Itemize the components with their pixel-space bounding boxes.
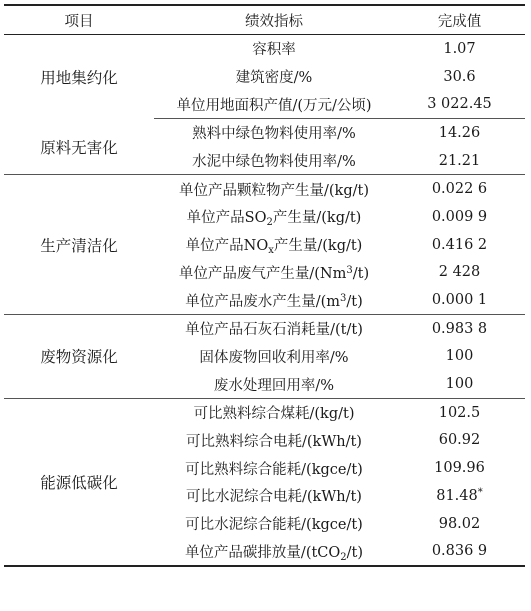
indicator-value: 30.6 (443, 68, 476, 85)
indicator-value: 102.5 (438, 404, 481, 421)
indicator-label: 可比熟料综合电耗/(kWh/t) (186, 433, 362, 450)
indicator-label: 可比水泥综合能耗/(kgce/t) (185, 517, 363, 534)
indicator-value: 0.009 9 (431, 208, 488, 225)
label-subscript: 2 (266, 217, 273, 229)
header-value: 完成值 (394, 5, 525, 35)
table-row (4, 35, 525, 63)
indicator-value: 0.000 1 (394, 286, 525, 314)
indicator-value: 2 428 (438, 264, 481, 281)
header-indicator: 绩效指标 (154, 5, 394, 35)
label-part: 单位产品NO (185, 238, 269, 255)
indicator-label (154, 203, 394, 231)
indicator-label (154, 286, 394, 314)
indicator-label: 单位产品石灰石消耗量/(t/t) (185, 322, 363, 339)
indicator-value: 0.983 8 (431, 320, 488, 337)
group-name: 用地集约化 (40, 68, 118, 87)
value-part: 81.48 (436, 487, 478, 504)
label-part: /t) (346, 544, 364, 561)
label-part: /t) (352, 265, 370, 282)
label-part: 单位产品废水产生量/(m (185, 293, 341, 310)
label-subscript: x (268, 245, 274, 257)
indicator-value: 14.26 (438, 124, 481, 141)
indicator-label: 固体废物回收利用率/% (199, 349, 349, 366)
label-part: 单位产品碳排放量/(tCO (184, 544, 341, 561)
table-row (4, 175, 525, 203)
indicator-value: 3 022.45 (394, 90, 525, 118)
label-superscript: 3 (340, 292, 347, 304)
indicator-label: 单位产品颗粒物产生量/(kg/t) (179, 182, 369, 199)
indicator-label: 废水处理回用率/% (154, 370, 394, 398)
indicator-label: 容积率 (252, 42, 296, 59)
indicator-label: 建筑密度/% (235, 70, 313, 87)
label-part: 单位产品SO (186, 210, 267, 227)
indicator-value: 109.96 (434, 460, 485, 477)
label-part: 产生量/(kg/t) (273, 238, 363, 255)
indicator-value: 98.02 (438, 515, 481, 532)
indicator-label: 熟料中绿色物料使用率/% (192, 126, 356, 143)
indicator-label: 水泥中绿色物料使用率/% (154, 147, 394, 175)
header-row (4, 5, 525, 35)
indicator-label: 可比熟料综合能耗/(kgce/t) (185, 461, 363, 478)
indicator-value: 0.836 9 (394, 537, 525, 566)
group-name: 能源低碳化 (4, 398, 154, 566)
group-name: 废物资源化 (4, 314, 154, 398)
indicator-value: 100 (394, 370, 525, 398)
label-superscript: 3 (346, 264, 353, 276)
indicator-label (154, 231, 394, 259)
table-row (4, 398, 525, 426)
footnote-mark: * (477, 486, 483, 498)
indicator-value: 0.416 2 (431, 236, 488, 253)
indicator-label (154, 537, 394, 566)
table-row (4, 119, 525, 147)
label-part: 单位产品废气产生量/(Nm (178, 265, 347, 282)
indicator-value: 60.92 (438, 432, 481, 449)
indicator-label: 可比水泥综合电耗/(kWh/t) (186, 489, 362, 506)
indicator-value: 1.07 (443, 40, 476, 57)
group-name: 原料无害化 (4, 119, 154, 175)
indicator-value: 21.21 (394, 147, 525, 175)
indicator-value (394, 482, 525, 510)
label-subscript: 2 (340, 551, 347, 563)
indicator-value: 0.022 6 (431, 181, 488, 198)
indicator-label: 单位用地面积产值/(万元/公顷) (154, 90, 394, 118)
table-row (4, 314, 525, 342)
performance-table (4, 4, 525, 567)
group-name: 生产清洁化 (4, 175, 154, 314)
indicator-label: 可比熟料综合煤耗/(kg/t) (193, 406, 355, 423)
indicator-value: 100 (445, 348, 474, 365)
header-item: 项目 (4, 5, 154, 35)
label-part: 产生量/(kg/t) (272, 210, 362, 227)
label-part: /t) (346, 293, 363, 310)
indicator-label (154, 259, 394, 287)
